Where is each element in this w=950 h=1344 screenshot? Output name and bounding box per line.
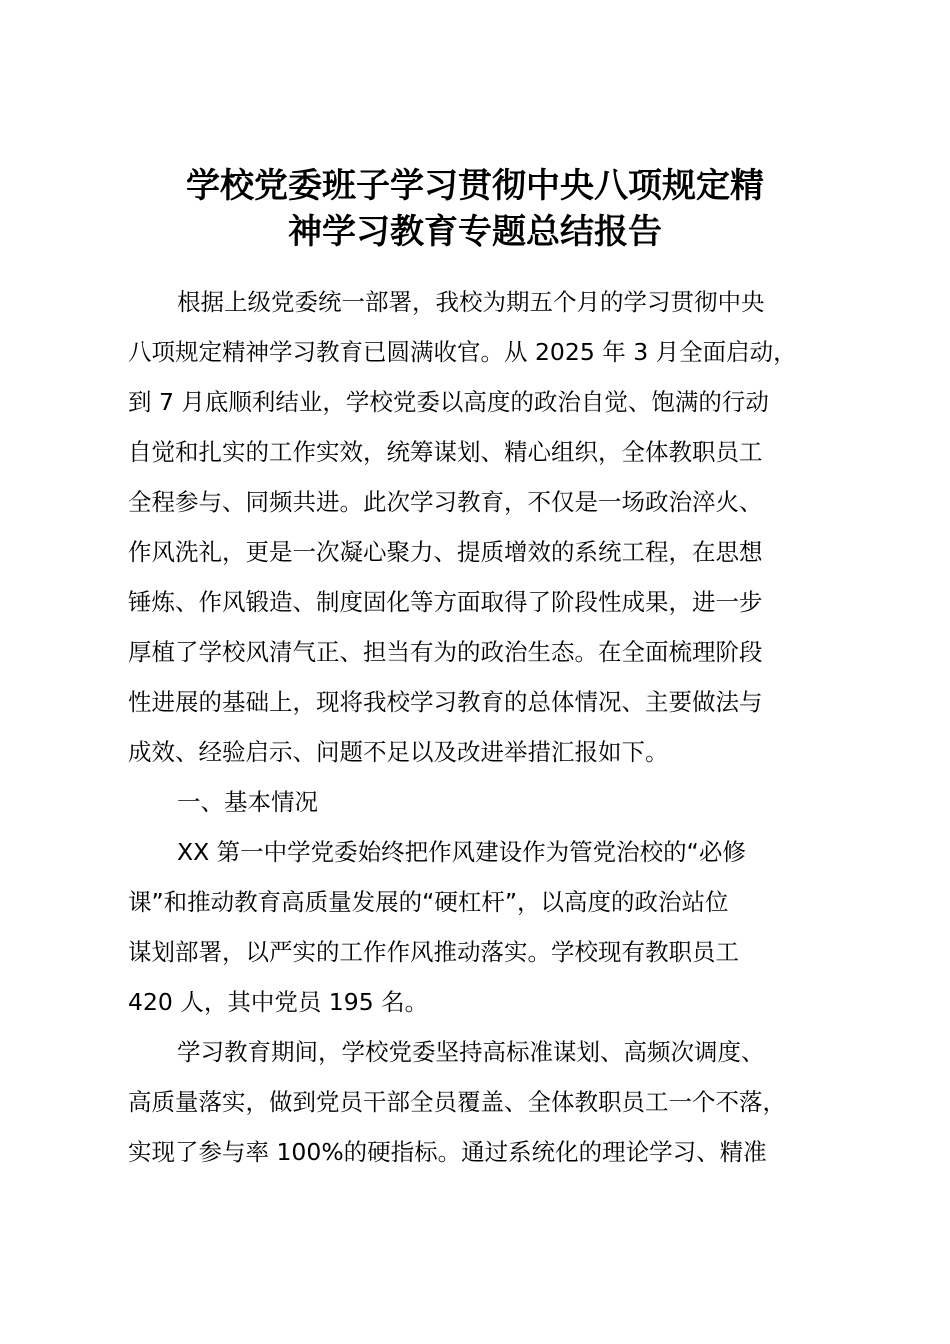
paragraph-line: 学习教育期间，学校党委坚持高标准谋划、高频次调度、 (177, 1038, 765, 1066)
document-title-line-1: 学校党委班子学习贯彻中央八项规定精 (186, 166, 764, 206)
paragraph-line: 自觉和扎实的工作实效，统筹谋划、精心组织，全体教职员工 (128, 438, 763, 466)
paragraph-line: 性进展的基础上，现将我校学习教育的总体情况、主要做法与 (128, 688, 763, 716)
paragraph-line: 高质量落实，做到党员干部全员覆盖、全体教职员工一个不落， (128, 1088, 786, 1116)
paragraph-line: 根据上级党委统一部署，我校为期五个月的学习贯彻中央 (177, 288, 765, 316)
paragraph-line: 锤炼、作风锻造、制度固化等方面取得了阶段性成果，进一步 (128, 588, 763, 616)
paragraph-line: 到 7 月底顺利结业，学校党委以高度的政治自觉、饱满的行动 (128, 388, 769, 416)
paragraph-line: 厚植了学校风清气正、担当有为的政治生态。在全面梳理阶段 (128, 638, 763, 666)
paragraph-line: 课”和推动教育高质量发展的“硬杠杆”，以高度的政治站位 (128, 888, 729, 916)
paragraph-line: 八项规定精神学习教育已圆满收官。从 2025 年 3 月全面启动， (128, 338, 797, 366)
paragraph-line: 实现了参与率 100%的硬指标。通过系统化的理论学习、精准 (128, 1138, 767, 1166)
document-title-line-2: 神学习教育专题总结报告 (288, 212, 662, 252)
paragraph-line: 谋划部署，以严实的工作作风推动落实。学校现有教职员工 (128, 938, 739, 966)
paragraph-line: 420 人，其中党员 195 名。 (128, 988, 429, 1016)
section-heading-basic-situation: 一、基本情况 (177, 788, 318, 816)
paragraph-line: XX 第一中学党委始终把作风建设作为管党治校的“必修 (177, 838, 746, 866)
paragraph-line: 成效、经验启示、问题不足以及改进举措汇报如下。 (128, 738, 669, 766)
paragraph-line: 作风洗礼，更是一次凝心聚力、提质增效的系统工程，在思想 (128, 538, 763, 566)
paragraph-line: 全程参与、同频共进。此次学习教育，不仅是一场政治淬火、 (128, 488, 763, 516)
